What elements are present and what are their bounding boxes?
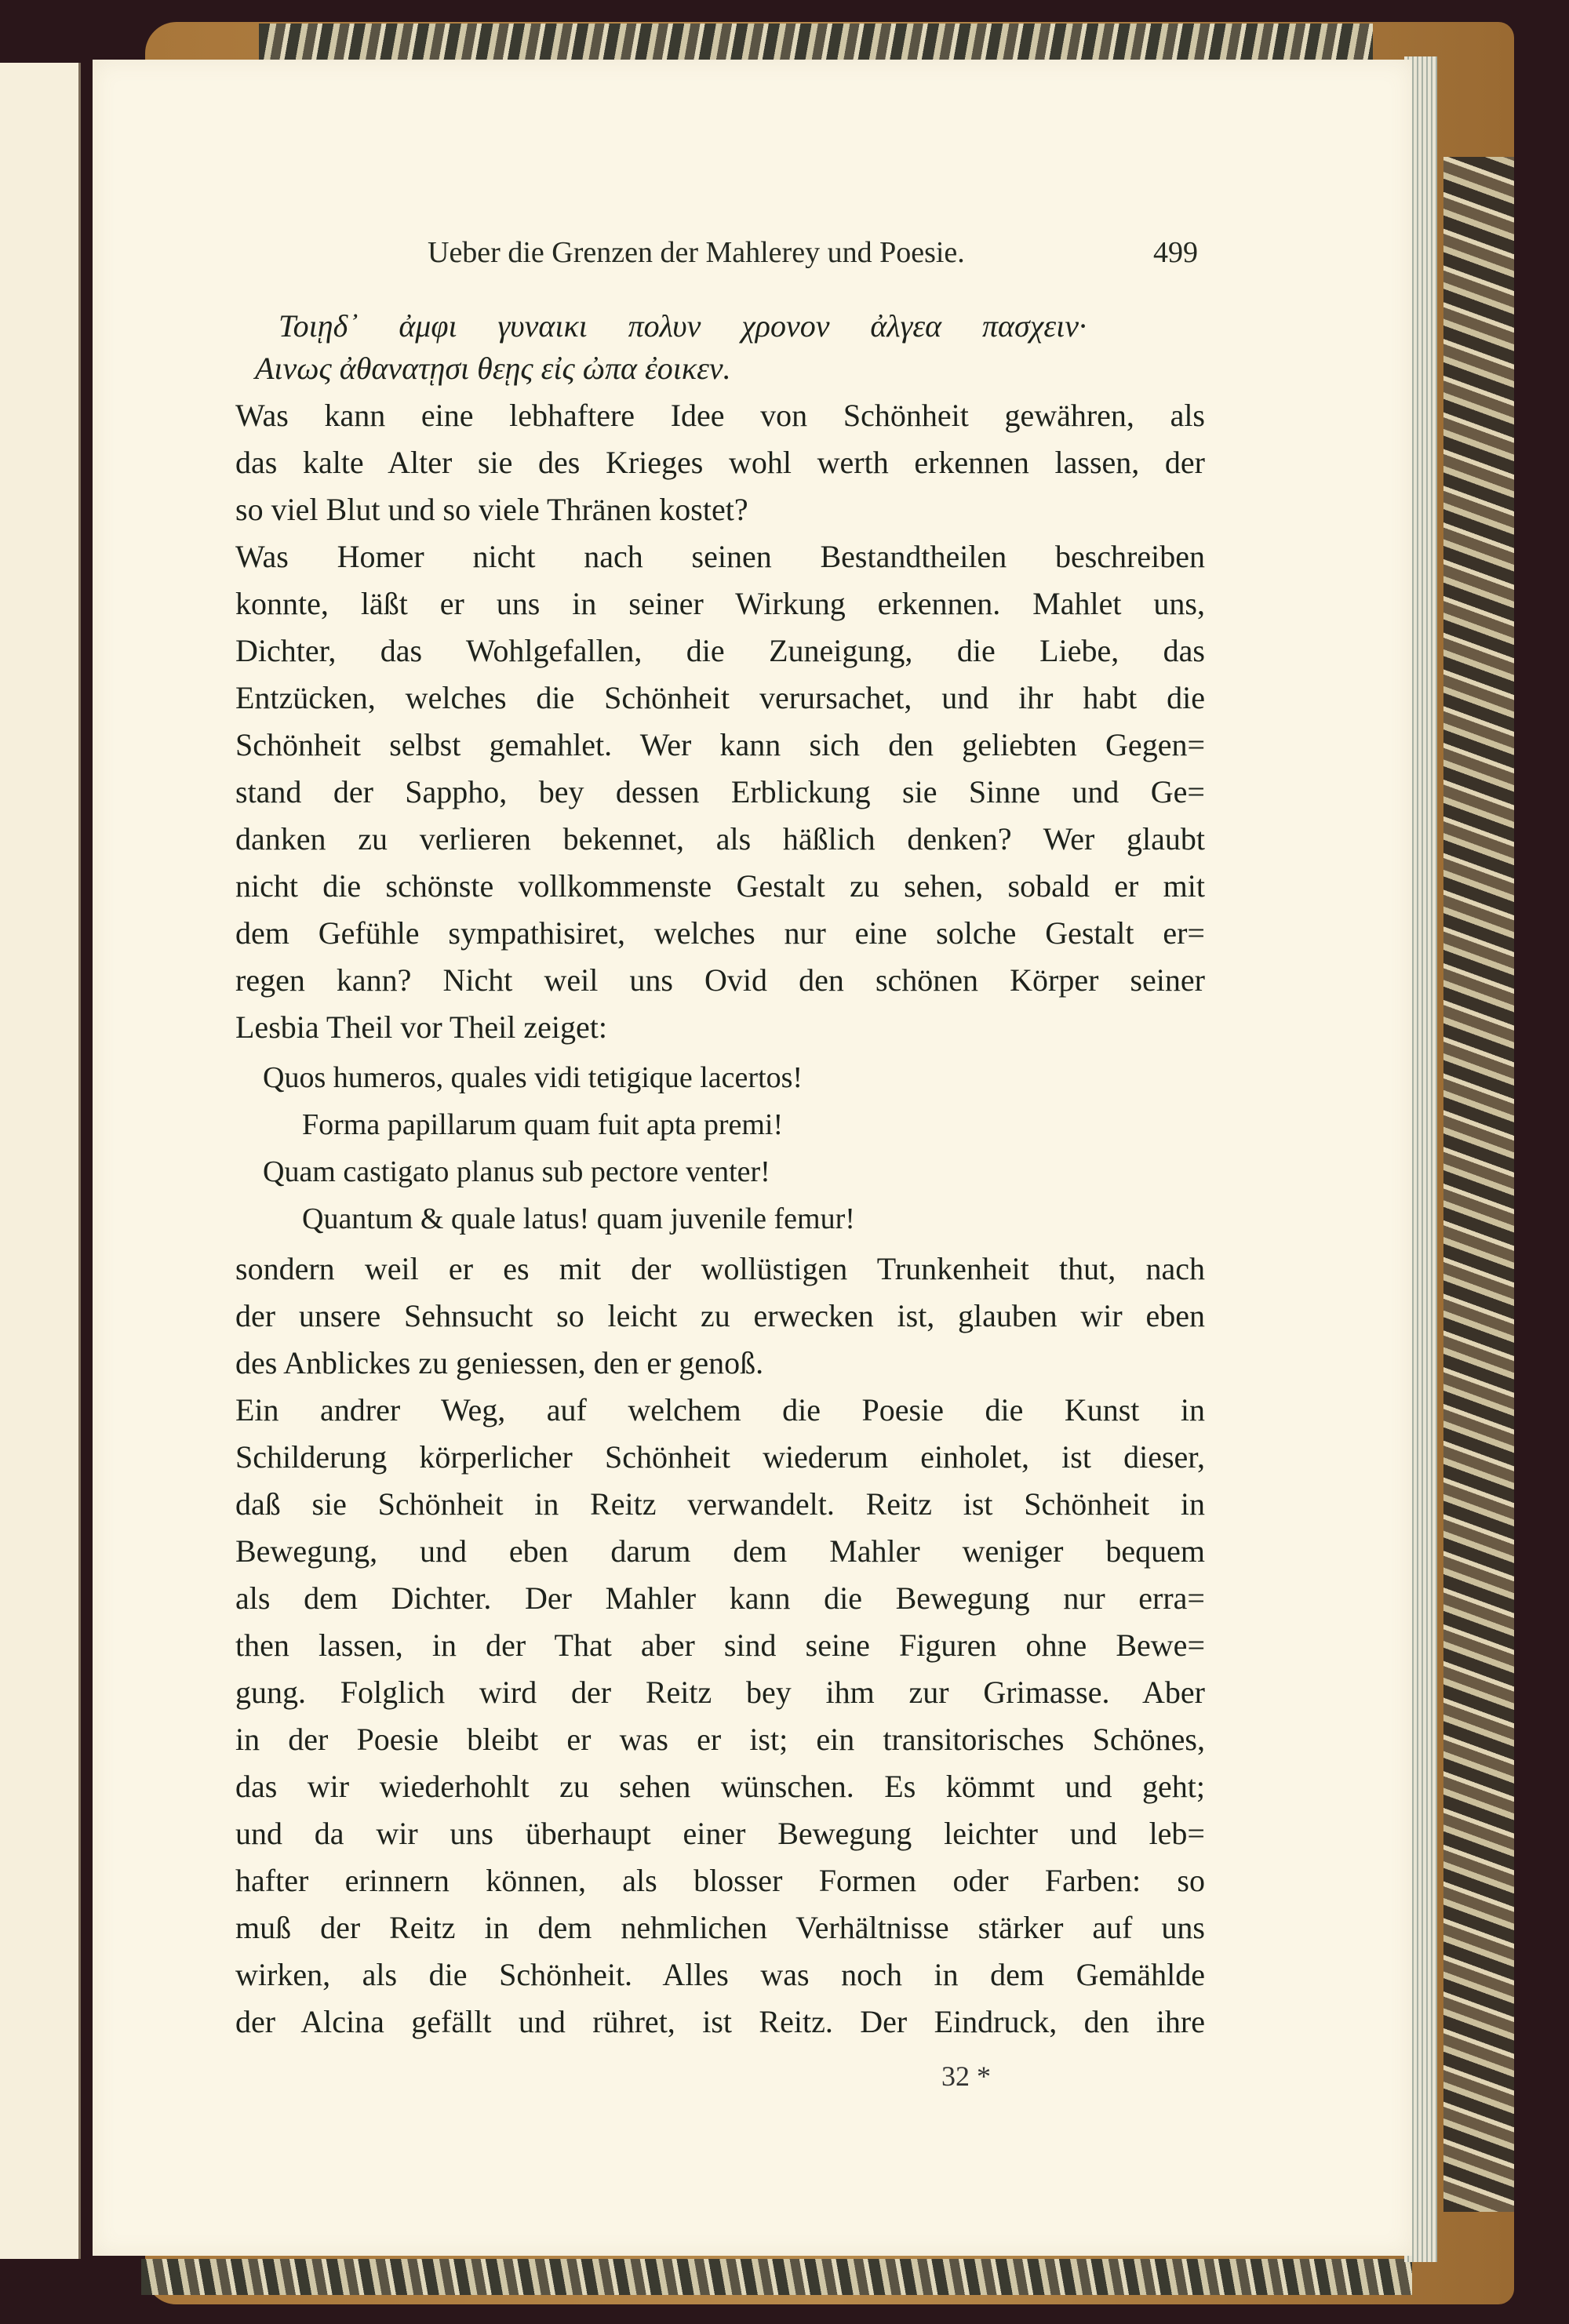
text-line: then lassen, in der That aber sind seine Figuren ohne Bewe= bbox=[235, 1628, 1205, 1663]
text-line: hafter erinnern können, als blosser Formen oder Farben: so bbox=[235, 1863, 1205, 1898]
marbled-edge-bottom bbox=[141, 2259, 1412, 2295]
latin-verse-line: Forma papillarum quam fuit apta premi! bbox=[302, 1108, 784, 1141]
text-line: Schönheit selbst gemahlet. Wer kann sich den geliebten Gegen= bbox=[235, 727, 1205, 762]
facing-page bbox=[0, 63, 81, 2259]
text-line: dem Gefühle sympathisiret, welches nur eine solche Gestalt er= bbox=[235, 915, 1205, 951]
text-line: der Alcina gefällt und rühret, ist Reitz. Der Eindruck, den ihre bbox=[235, 2004, 1205, 2039]
text-line: das kalte Alter sie des Krieges wohl werth erkennen lassen, der bbox=[235, 445, 1205, 480]
text-line: Was Homer nicht nach seinen Bestandtheilen beschreiben bbox=[235, 539, 1205, 574]
running-title: Ueber die Grenzen der Mahlerey und Poesie. bbox=[428, 236, 965, 269]
text-line: daß sie Schönheit in Reitz verwandelt. Reitz ist Schönheit in bbox=[235, 1486, 1205, 1522]
text-line: konnte, läßt er uns in seiner Wirkung erkennen. Mahlet uns, bbox=[235, 586, 1205, 621]
text-line: des Anblickes zu geniessen, den er genoß. bbox=[235, 1345, 764, 1380]
marbled-edge-top bbox=[259, 24, 1373, 61]
text-line: der unsere Sehnsucht so leicht zu erwecken ist, glauben wir eben bbox=[235, 1298, 1205, 1333]
text-line: wirken, als die Schönheit. Alles was noch in dem Gemählde bbox=[235, 1957, 1205, 1992]
text-line: danken zu verlieren bekennet, als häßlich denken? Wer glaubt bbox=[235, 821, 1205, 856]
text-line: Lesbia Theil vor Theil zeiget: bbox=[235, 1009, 607, 1045]
text-line: muß der Reitz in dem nehmlichen Verhältnisse stärker auf uns bbox=[235, 1910, 1205, 1945]
text-line: Ein andrer Weg, auf welchem die Poesie die Kunst in bbox=[235, 1392, 1205, 1427]
text-line: Dichter, das Wohlgefallen, die Zuneigung, die Liebe, das bbox=[235, 633, 1205, 668]
text-line: so viel Blut und so viele Thränen kostet? bbox=[235, 492, 748, 527]
latin-verse-line: Quam castigato planus sub pectore venter! bbox=[263, 1155, 770, 1188]
page-number: 499 bbox=[1153, 236, 1198, 269]
text-line: als dem Dichter. Der Mahler kann die Bewegung nur erra= bbox=[235, 1580, 1205, 1616]
text-line: stand der Sappho, bey dessen Erblickung sie Sinne und Ge= bbox=[235, 774, 1205, 809]
greek-verse-line: Τοιῃδ᾽ ἀμφι γυναικι πολυν χρονον ἀλγεα πασχειν· bbox=[278, 308, 1087, 344]
text-line: Was kann eine lebhaftere Idee von Schönheit gewähren, als bbox=[235, 398, 1205, 433]
text-line: regen kann? Nicht weil uns Ovid den schönen Körper seiner bbox=[235, 962, 1205, 998]
text-line: Entzücken, welches die Schönheit verursachet, und ihr habt die bbox=[235, 680, 1205, 715]
marbled-edge-right bbox=[1443, 157, 1514, 2212]
text-line: Schilderung körperlicher Schönheit wiederum einholet, ist dieser, bbox=[235, 1439, 1205, 1475]
latin-verse-line: Quos humeros, quales vidi tetigique lacertos! bbox=[263, 1061, 803, 1094]
text-line: in der Poesie bleibt er was er ist; ein transitorisches Schönes, bbox=[235, 1722, 1205, 1757]
text-line: gung. Folglich wird der Reitz bey ihm zur Grimasse. Aber bbox=[235, 1675, 1205, 1710]
text-line: sondern weil er es mit der wollüstigen Trunkenheit thut, nach bbox=[235, 1251, 1205, 1286]
signature-mark: 32 * bbox=[941, 2060, 991, 2092]
text-line: Bewegung, und eben darum dem Mahler weniger bequem bbox=[235, 1533, 1205, 1569]
text-line: das wir wiederhohlt zu sehen wünschen. Es kömmt und geht; bbox=[235, 1769, 1205, 1804]
greek-verse-line: Αινως ἀθανατῃσι θεῃς εἰς ὠπα ἐοικεν. bbox=[255, 351, 731, 386]
latin-verse-line: Quantum & quale latus! quam juvenile femur! bbox=[302, 1202, 855, 1235]
text-line: nicht die schönste vollkommenste Gestalt zu sehen, sobald er mit bbox=[235, 868, 1205, 904]
text-line: und da wir uns überhaupt einer Bewegung leichter und leb= bbox=[235, 1816, 1205, 1851]
